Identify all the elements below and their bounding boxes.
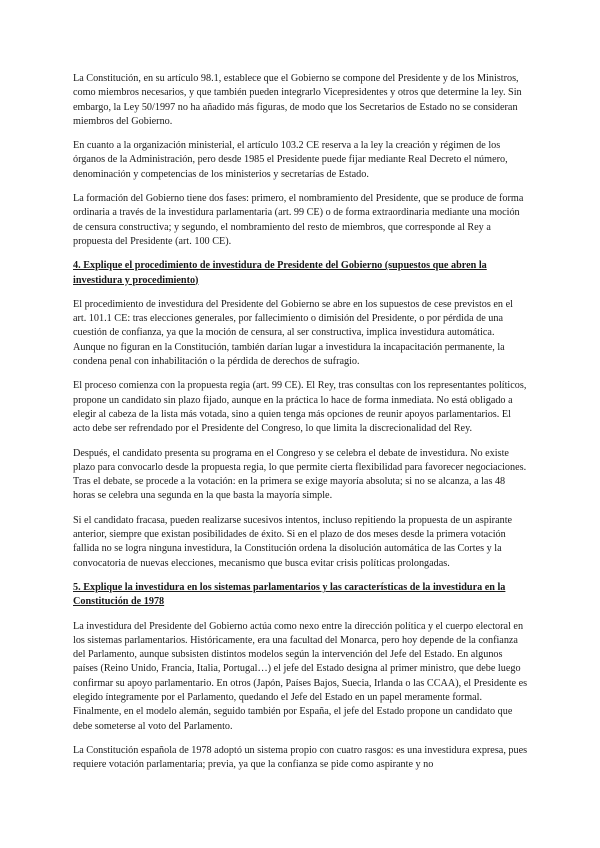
intro-paragraph-2: En cuanto a la organización ministerial, el artículo 103.2 CE reserva a la ley la creación y régimen de los órganos de la Administración, pero desde 1985 el Presidente puede fijar mediante Real Decreto el número, denominación y competencias de los ministerios y secretarías de Estado. xyxy=(73,140,508,180)
section-4-paragraph-3: Después, el candidato presenta su programa en el Congreso y se celebra el debate de investidura. No existe plazo para convocarlo desde la propuesta regia, lo que permite cierta flexibilidad para favorecer negociaciones. Tras el debate, se procede a la votación: en la primera se exige mayoría absoluta; si no se alcanza, a las 48 horas se celebra una segunda en la que basta la mayoría simple. xyxy=(73,447,527,502)
section-4-heading: 4. Explique el procedimiento de investidura de Presidente del Gobierno (supuestos que abren la investidura y procedimiento) xyxy=(73,260,487,286)
section-5-paragraph-2: La Constitución española de 1978 adoptó un sistema propio con cuatro rasgos: es una investidura expresa, pues requiere votación parlamentaria; previa, ya que la confianza se pide como aspirante y no xyxy=(73,744,528,771)
section-4-paragraph-2: El proceso comienza con la propuesta regia (art. 99 CE). El Rey, tras consultas con los representantes políticos, propone un candidato sin plazo fijado, aunque en la práctica lo hace de forma inmediata. No está obligado a elegir al cabeza de la lista más votada, sino a quien tenga más opciones de reunir apoyos parlamentarios. El acto debe ser refrendado por el Presidente del Congreso, lo que limita la discrecionalidad del Rey. xyxy=(73,380,527,435)
section-4-paragraph-4: Si el candidato fracasa, pueden realizarse sucesivos intentos, incluso repitiendo la propuesta de un aspirante anterior, siempre que existan posibilidades de éxito. Si en el plazo de dos meses desde la primera votación fallida no se logra ninguna investidura, la Constitución ordena la disolución automática de las Cortes y la convocatoria de nuevas elecciones, mecanismo que busca evitar crisis políticas prolongadas. xyxy=(73,514,513,569)
section-4-paragraph-1: El procedimiento de investidura del Presidente del Gobierno se abre en los supuestos de cese previstos en el art. 101.1 CE: tras elecciones generales, por fallecimiento o dimisión del Presidente, o por pérdida de una cuestión de confianza, ya que la moción de censura, al ser constructiva, implica investidura automática. Aunque no figuran en la Constitución, también darían lugar a investidura la incapacitación permanente, la condena penal con inhabilitación o la pérdida de derechos de sufragio. xyxy=(73,298,513,368)
intro-paragraph-1: La Constitución, en su artículo 98.1, establece que el Gobierno se compone del Presidente y de los Ministros, como miembros necesarios, y que también pueden integrarlo Vicepresidentes y otros que determine la ley. Sin embargo, la Ley 50/1997 no ha añadido más figuras, de modo que los Secretarios de Estado no se consideran miembros del Gobierno. xyxy=(73,73,522,127)
section-5-paragraph-1: La investidura del Presidente del Gobierno actúa como nexo entre la dirección política y el cuerpo electoral en los sistemas parlamentarios. Históricamente, era una facultad del Monarca, pero hoy depende de la confianza del Parlamento, aunque subsisten distintos modelos según la intervención del Jefe del Estado. En algunos países (Reino Unido, Francia, Italia, Portugal…) el jefe del Estado designa al primer ministro, que debe luego confirmar su apoyo parlamentario. En otros (Japón, Países Bajos, Suecia, Irlanda o las CCAA), el Presidente es elegido íntegramente por el Parlamento, quedando el Jefe del Estado en un papel meramente formal. Finalmente, en el modelo alemán, seguido también por España, el jefe del Estado propone un candidato que debe someterse al voto del Parlamento. xyxy=(73,620,528,732)
section-5-heading: 5. Explique la investidura en los sistemas parlamentarios y las características de la investidura en la Constitución de 1978 xyxy=(73,581,506,608)
intro-paragraph-3: La formación del Gobierno tiene dos fases: primero, el nombramiento del Presidente, que se produce de forma ordinaria a través de la investidura parlamentaria (art. 99 CE) o de forma extraordinaria mediante una moción de censura constructiva; y segundo, el nombramiento del resto de miembros, que corresponde al Rey a propuesta del Presidente (art. 100 CE). xyxy=(73,193,524,247)
